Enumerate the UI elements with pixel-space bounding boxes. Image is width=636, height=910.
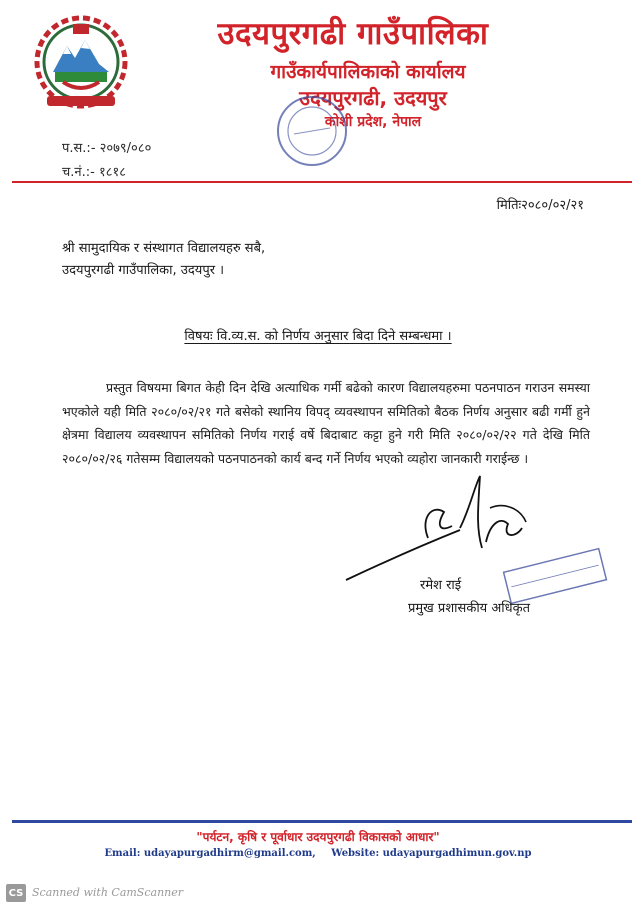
addressee-line-1: श्री सामुदायिक र संस्थागत विद्यालयहरु सबै, [62,241,266,256]
camscanner-watermark: Scanned with CamScanner [32,886,184,899]
header-divider [12,181,632,183]
footer-motto: "पर्यटन, कृषि र पूर्वाधार उदयपुरगढी विकासको आधार" [196,830,440,844]
footer-contact [0,848,636,859]
camscanner-logo-icon: CS [6,884,26,902]
rectangular-stamp-icon [500,546,610,606]
addressee-line-2: उदयपुरगढी गाउँपालिका, उदयपुर । [62,263,225,278]
footer-website: Website: udayapurgadhimun.gov.np [331,848,532,859]
letter-subject: विषयः वि.व्य.स. को निर्णय अनुसार बिदा दिने सम्बन्धमा । [184,329,452,344]
letter-body: प्रस्तुत विषयमा बिगत केही दिन देखि अत्याधिक गर्मी बढेको कारण विद्यालयहरुमा पठनपाठन गराउन समस्या भएकोले यही मिति २०८०/०२/२१ गते बसेको स्थानिय विपद् व्यवस्थापन समितिको बैठक निर्णय अनुसार बढी गर्मी हुने क्षेत्रमा विद्यालय व्यवस्थापन समितिको निर्णय गराई वर्षे बिदाबाट कट्टा हुने गरी मिति २०८०/०२/२२ गते देखि मिति २०८०/०२/२६ गतेसम्म विद्यालयको पठनपाठनको कार्य बन्द गर्ने निर्णय भएको व्यहोरा जानकारी गराईन्छ । [62,380,590,466]
round-seal-icon [272,92,352,170]
footer-email: Email: udayapurgadhirm@gmail.com, [104,848,316,859]
reference-number: प.स.:- २०७९/०८० [62,141,152,156]
signatory-title: प्रमुख प्रशासकीय अधिकृत [408,601,531,616]
office-subtitle: गाउँकार्यपालिकाको कार्यालय [270,61,466,83]
letter-date: मितिः२०८०/०२/२१ [496,198,584,213]
office-address: उदयपुरगढी, उदयपुर [299,86,447,110]
dispatch-number: च.नं.:- १८१८ [62,165,126,180]
signatory-name: रमेश राई [420,578,462,593]
footer-divider [12,820,632,823]
office-province: कोशी प्रदेश, नेपाल [324,114,422,130]
office-title: उदयपुरगढी गाउँपालिका [217,16,489,52]
